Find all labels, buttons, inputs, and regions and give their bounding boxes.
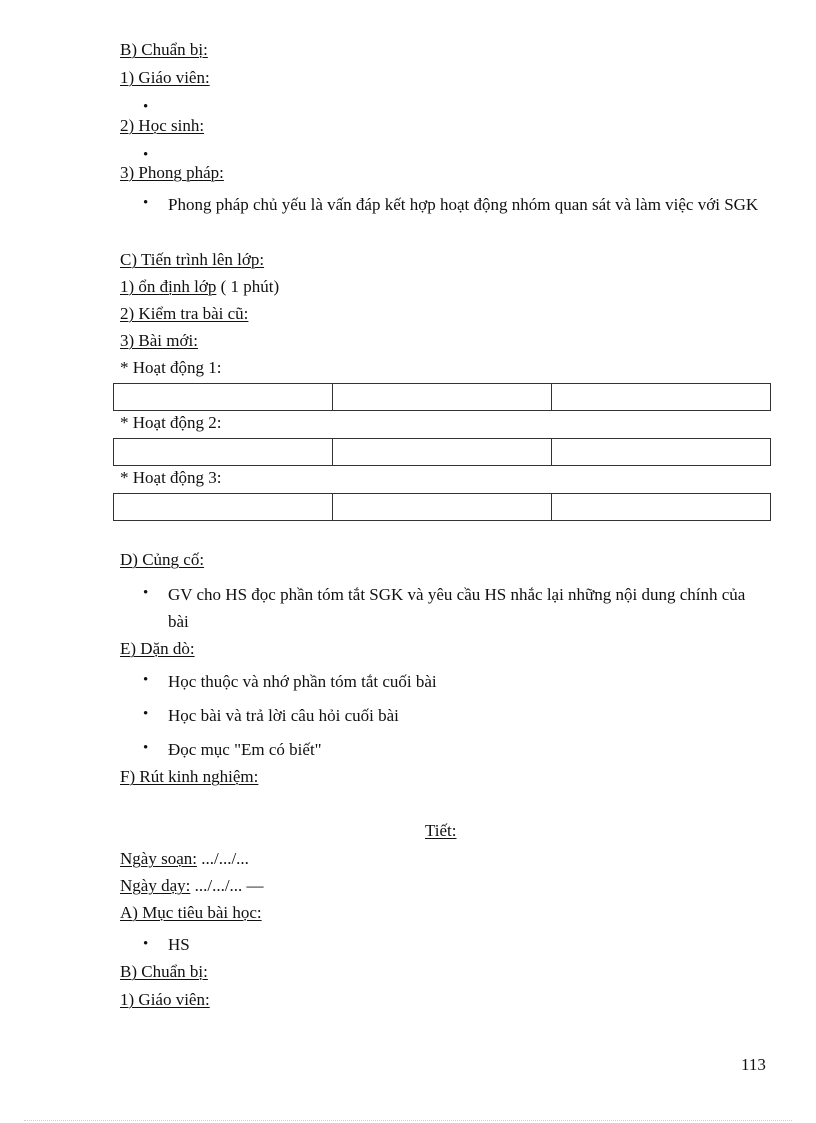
homework-item: Học thuộc và nhớ phần tóm tắt cuối bài	[168, 672, 437, 691]
bullet-icon: •	[143, 585, 149, 601]
bullet-icon: •	[143, 99, 149, 115]
teach-date-label: Ngày dạy:	[120, 876, 191, 895]
heading-teacher: 1) Giáo viên:	[120, 68, 210, 87]
table-cell	[552, 439, 770, 465]
heading-check-old: 2) Kiểm tra bài cũ:	[120, 304, 249, 323]
activity-2-label: * Hoạt động 2:	[120, 413, 222, 432]
activity-3-table	[113, 493, 771, 521]
bullet-icon: •	[143, 672, 149, 688]
activity-1-table	[113, 383, 771, 411]
page-number: 113	[741, 1055, 766, 1074]
heading-student: 2) Học sinh:	[120, 116, 205, 135]
table-cell	[552, 384, 770, 410]
activity-3-label: * Hoạt động 3:	[120, 468, 222, 487]
table-cell	[333, 384, 552, 410]
activity-1-label: * Hoạt động 1:	[120, 358, 222, 377]
period-label: Tiết:	[425, 821, 457, 840]
stabilize-note: ( 1 phút)	[216, 277, 280, 296]
heading-b-preparation: B) Chuẩn bị:	[120, 40, 208, 59]
bullet-icon: •	[143, 195, 149, 211]
consolidate-text: GV cho HS đọc phần tóm tắt SGK và yêu cầu HS nhắc lại những nội dung chính của bài	[168, 585, 746, 631]
heading-method: 3) Phong pháp:	[120, 163, 224, 182]
objective-item: HS	[168, 935, 190, 954]
table-cell	[114, 439, 333, 465]
heading-e-homework: E) Dặn dò:	[120, 639, 195, 658]
teach-date-line	[120, 876, 264, 896]
heading-new-lesson: 3) Bài mới:	[120, 331, 198, 350]
heading-d-consolidate: D) Củng cố:	[120, 550, 205, 569]
table-cell	[114, 494, 333, 520]
activity-2-table	[113, 438, 771, 466]
heading-teacher-next: 1) Giáo viên:	[120, 990, 210, 1009]
bullet-icon: •	[143, 147, 149, 163]
bullet-icon: •	[143, 706, 149, 722]
prep-date-label: Ngày soạn:	[120, 849, 197, 868]
heading-a-objectives: A) Mục tiêu bài học:	[120, 903, 262, 922]
teach-date-value: .../.../... —	[190, 876, 264, 895]
table-cell	[333, 494, 552, 520]
bullet-icon: •	[143, 936, 149, 952]
heading-stabilize: 1) ổn định lớp	[120, 277, 217, 296]
table-cell	[333, 439, 552, 465]
homework-item: Học bài và trả lời câu hỏi cuối bài	[168, 706, 399, 725]
heading-b-preparation-next: B) Chuẩn bị:	[120, 962, 208, 981]
bullet-icon: •	[143, 740, 149, 756]
heading-c-progress: C) Tiến trình lên lớp:	[120, 250, 265, 269]
page-bottom-divider	[24, 1120, 792, 1121]
heading-f-experience: F) Rút kinh nghiệm:	[120, 767, 259, 786]
homework-item: Đọc mục "Em có biết"	[168, 740, 322, 759]
prep-date-value: .../.../...	[196, 849, 249, 868]
table-cell	[552, 494, 770, 520]
table-cell	[114, 384, 333, 410]
stabilize-line	[120, 277, 279, 297]
prep-date-line	[120, 849, 249, 869]
method-text: Phong pháp chủ yếu là vấn đáp kết hợp hoạt động nhóm quan sát và làm việc với SGK	[168, 195, 759, 214]
